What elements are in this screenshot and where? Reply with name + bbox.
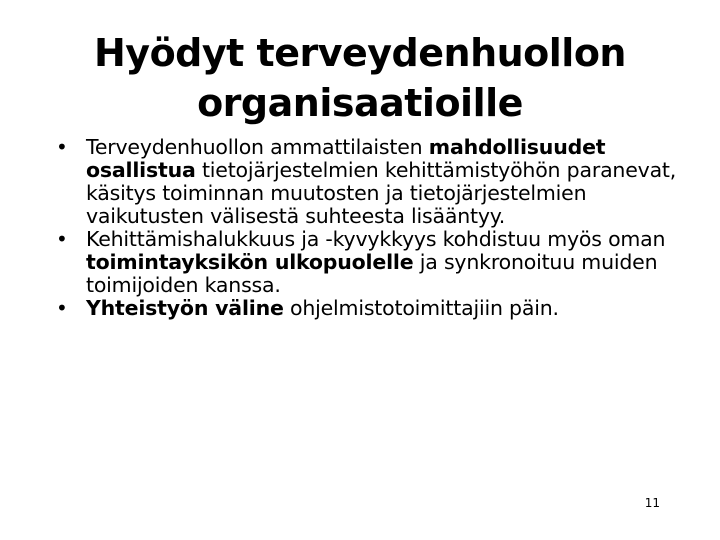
bullet-3-text-rest: ohjelmistotoimittajiin päin. <box>283 296 559 320</box>
bullet-2-text-rest: ja synkronoituu muiden toimijoiden kanssa. <box>86 250 658 297</box>
slide-title-line-2: organisaatioille <box>197 81 523 125</box>
bullet-dot-icon: • <box>56 227 68 251</box>
bullet-dot-icon: • <box>56 135 68 159</box>
page-number: 11 <box>644 496 660 510</box>
bullet-1-text: Terveydenhuollon ammattilaisten <box>86 135 429 159</box>
bullet-list <box>52 136 692 320</box>
bullet-2-emphasis: toimintayksikön ulkopuolelle <box>86 250 414 274</box>
bullet-item-3 <box>52 297 692 320</box>
slide-title-line-1: Hyödyt terveydenhuollon <box>94 31 626 75</box>
bullet-item-2 <box>52 228 692 297</box>
bullet-item-1 <box>52 136 692 228</box>
bullet-1-text-rest: tietojärjestelmien kehittämistyöhön paranevat, käsitys toiminnan muutosten ja tietojärjestelmien vaikutusten välisestä suhteesta lisääntyy. <box>86 158 677 228</box>
bullet-2-text: Kehittämishalukkuus ja -kyvykkyys kohdistuu myös oman <box>86 227 666 251</box>
bullet-3-emphasis: Yhteistyön väline <box>86 296 284 320</box>
bullet-dot-icon: • <box>56 296 68 320</box>
slide-title <box>60 28 660 128</box>
bullet-1-emphasis: mahdollisuudet osallistua <box>86 135 606 182</box>
